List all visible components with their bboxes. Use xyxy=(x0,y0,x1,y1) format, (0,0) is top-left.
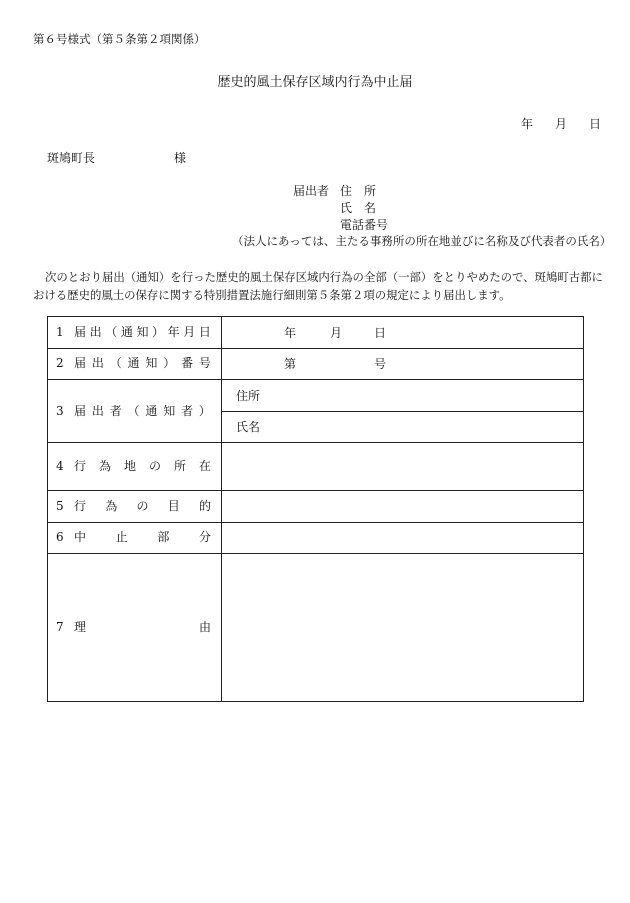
row-label-char: ） xyxy=(152,325,165,339)
row-label-1 xyxy=(56,326,211,338)
row-label-char: 通 xyxy=(127,356,140,370)
document-title: 歴史的風土保存区域内行為中止届 xyxy=(217,75,413,90)
row-label-text xyxy=(74,357,211,369)
row1-year-label: 年 xyxy=(284,326,297,340)
row-label-char: 通 xyxy=(145,404,158,418)
row-label-char: 部 xyxy=(157,530,170,544)
row-label-char: 知 xyxy=(136,325,149,339)
location-value-cell[interactable] xyxy=(222,443,583,490)
row-label-char: 止 xyxy=(115,530,128,544)
row1-day-label: 日 xyxy=(374,326,387,340)
row-label-char: 中 xyxy=(74,530,87,544)
date-day-label: 日 xyxy=(589,117,602,131)
row-label-char: 行 xyxy=(74,459,87,473)
addressee-name: 斑鳩町長 xyxy=(47,151,96,165)
row2-suffix-label: 号 xyxy=(374,357,387,371)
row-number: 2 xyxy=(56,356,64,370)
row-label-6 xyxy=(56,531,211,543)
row-label-char: 在 xyxy=(198,459,211,473)
row-label-char: （ xyxy=(109,356,122,370)
row-label-char: ） xyxy=(198,404,211,418)
body-text xyxy=(33,268,603,304)
suspended-part-value-cell[interactable] xyxy=(222,523,583,553)
row3-address-label: 住所 xyxy=(236,389,261,403)
date-year-label: 年 xyxy=(521,117,534,131)
row-label-char: 知 xyxy=(145,356,158,370)
applicant-phone-label: 電話番号 xyxy=(340,218,389,232)
row-label-char: 者 xyxy=(109,404,122,418)
row-label-7 xyxy=(56,621,211,633)
row-label-char: 年 xyxy=(167,325,180,339)
row-label-char: 知 xyxy=(163,404,176,418)
row-label-text xyxy=(74,326,211,338)
row-label-char: 出 xyxy=(91,356,104,370)
row-label-char: 号 xyxy=(198,356,211,370)
row-label-char: 為 xyxy=(98,459,111,473)
row-label-char: 為 xyxy=(105,499,118,513)
applicant-role: 届出者 xyxy=(293,184,330,198)
purpose-value-cell[interactable] xyxy=(222,491,583,522)
form-number: 第６号様式（第５条第２項関係） xyxy=(33,32,206,46)
row-label-3 xyxy=(56,405,211,417)
row-label-char: 者 xyxy=(181,404,194,418)
table-row-divider xyxy=(48,379,583,380)
row-number: 3 xyxy=(56,404,64,418)
row1-month-label: 月 xyxy=(330,326,343,340)
table-row-divider xyxy=(48,348,583,349)
row-label-char: 日 xyxy=(198,325,211,339)
table-subrow-divider xyxy=(221,411,583,412)
row-label-5 xyxy=(56,500,211,512)
row-label-text xyxy=(74,531,211,543)
row-label-4 xyxy=(56,460,211,472)
row2-prefix-label: 第 xyxy=(284,357,297,371)
row-label-char: 番 xyxy=(181,356,194,370)
row-label-char: 行 xyxy=(74,499,87,513)
date-month-label: 月 xyxy=(555,117,568,131)
row-label-char: 出 xyxy=(89,325,102,339)
row-label-char: （ xyxy=(105,325,118,339)
row-label-char: 届 xyxy=(74,404,87,418)
row-label-text xyxy=(74,405,211,417)
row-label-char: 通 xyxy=(120,325,133,339)
row-label-char: ） xyxy=(163,356,176,370)
body-line-1: 次のとおり届出（通知）を行った歴史的風土保存区域内行為の全部（一部）をとりやめたので、斑鳩町古都に xyxy=(45,270,603,284)
row-number: 7 xyxy=(56,620,64,634)
row-label-text xyxy=(74,460,211,472)
row-label-char: 地 xyxy=(123,459,136,473)
row-label-char: 目 xyxy=(167,499,180,513)
row-label-char: 出 xyxy=(91,404,104,418)
addressee-honorific: 様 xyxy=(174,151,187,165)
row3-name-label: 氏名 xyxy=(236,420,261,434)
form-table xyxy=(47,316,584,702)
row-label-char: （ xyxy=(127,404,140,418)
row-label-char: 理 xyxy=(74,620,87,634)
body-line-2: おける歴史的風土の保存に関する特別措置法施行細則第５条第２項の規定により届出します。 xyxy=(33,288,511,302)
applicant-name-label: 氏 名 xyxy=(340,201,377,215)
row-label-text xyxy=(74,621,211,633)
row-number: 6 xyxy=(56,530,64,544)
row-label-char: の xyxy=(136,499,149,513)
applicant-note: （法人にあっては、主たる事務所の所在地並びに名称及び代表者の氏名） xyxy=(232,234,612,248)
row-label-char: 届 xyxy=(74,356,87,370)
applicant-address-label: 住 所 xyxy=(340,184,377,198)
row-label-char: 分 xyxy=(198,530,211,544)
row-label-char: 的 xyxy=(198,499,211,513)
row-label-char: 所 xyxy=(173,459,186,473)
reason-value-cell[interactable] xyxy=(222,554,583,701)
row-label-char: 由 xyxy=(198,620,211,634)
row-number: 4 xyxy=(56,459,64,473)
row-number: 5 xyxy=(56,499,64,513)
row-label-2 xyxy=(56,357,211,369)
row-label-char: 月 xyxy=(183,325,196,339)
row-label-char: の xyxy=(148,459,161,473)
row-number: 1 xyxy=(56,325,64,339)
row-label-text xyxy=(74,500,211,512)
row-label-char: 届 xyxy=(74,325,87,339)
